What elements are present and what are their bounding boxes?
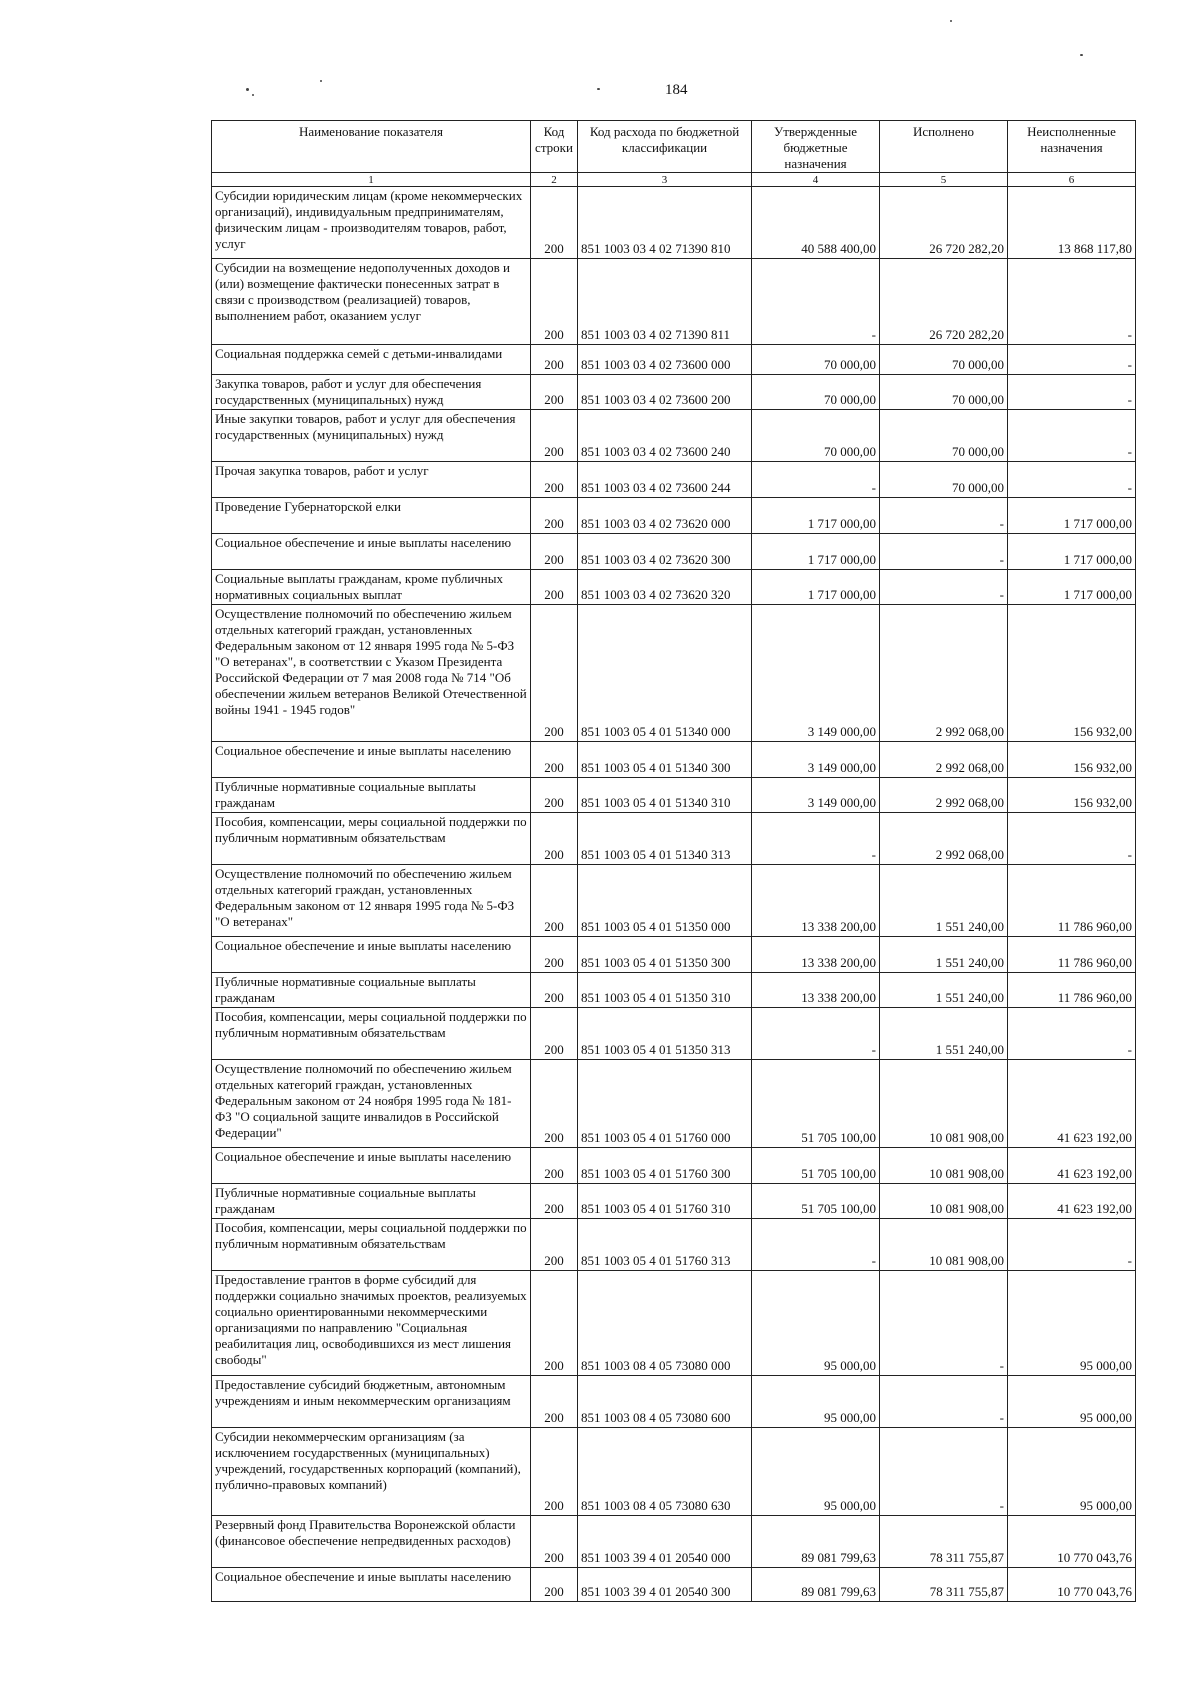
- row-approved: -: [752, 1008, 880, 1060]
- table-row: [212, 1184, 1136, 1219]
- table-row: [212, 345, 1136, 375]
- row-name: Субсидии юридическим лицам (кроме некоммерческих организаций), индивидуальным предпринимателям, физическим лицам - производителям товаров, работ, услуг: [212, 187, 531, 259]
- header-row: [212, 121, 1136, 173]
- row-line-code: 200: [531, 375, 578, 410]
- row-unexecuted: 95 000,00: [1008, 1271, 1136, 1376]
- row-name: Пособия, компенсации, меры социальной поддержки по публичным нормативным обязательствам: [212, 1219, 531, 1271]
- row-approved: -: [752, 462, 880, 498]
- row-approved: 51 705 100,00: [752, 1184, 880, 1219]
- row-approved: 89 081 799,63: [752, 1516, 880, 1568]
- row-line-code: 200: [531, 742, 578, 778]
- row-classification-code: 851 1003 39 4 01 20540 000: [578, 1516, 752, 1568]
- row-unexecuted: 10 770 043,76: [1008, 1516, 1136, 1568]
- row-classification-code: 851 1003 08 4 05 73080 600: [578, 1376, 752, 1428]
- column-number: 1: [212, 173, 531, 187]
- row-name: Закупка товаров, работ и услуг для обеспечения государственных (муниципальных) нужд: [212, 375, 531, 410]
- row-approved: -: [752, 813, 880, 865]
- row-name: Социальное обеспечение и иные выплаты населению: [212, 1568, 531, 1602]
- column-number: 3: [578, 173, 752, 187]
- row-line-code: 200: [531, 813, 578, 865]
- column-number: 5: [880, 173, 1008, 187]
- row-classification-code: 851 1003 03 4 02 73620 320: [578, 570, 752, 605]
- row-name: Осуществление полномочий по обеспечению жильем отдельных категорий граждан, установленных Федеральным законом от 24 ноября 1995 года № 181-ФЗ "О социальной защите инвалидов в Российской Федерации": [212, 1060, 531, 1148]
- row-name: Социальные выплаты гражданам, кроме публичных нормативных социальных выплат: [212, 570, 531, 605]
- row-approved: -: [752, 259, 880, 345]
- scan-speck: [597, 88, 600, 90]
- row-approved: 1 717 000,00: [752, 570, 880, 605]
- table-row: [212, 865, 1136, 937]
- header-line-code: Код строки: [531, 121, 578, 173]
- row-executed: 26 720 282,20: [880, 259, 1008, 345]
- row-classification-code: 851 1003 05 4 01 51760 310: [578, 1184, 752, 1219]
- header-unexecuted: Неисполненные назначения: [1008, 121, 1136, 173]
- row-name: Социальное обеспечение и иные выплаты населению: [212, 1148, 531, 1184]
- row-classification-code: 851 1003 08 4 05 73080 000: [578, 1271, 752, 1376]
- row-unexecuted: 41 623 192,00: [1008, 1184, 1136, 1219]
- row-classification-code: 851 1003 03 4 02 73600 244: [578, 462, 752, 498]
- row-unexecuted: -: [1008, 375, 1136, 410]
- row-unexecuted: 156 932,00: [1008, 742, 1136, 778]
- table-row: [212, 973, 1136, 1008]
- row-unexecuted: 41 623 192,00: [1008, 1060, 1136, 1148]
- row-executed: -: [880, 570, 1008, 605]
- row-approved: 13 338 200,00: [752, 865, 880, 937]
- row-unexecuted: 1 717 000,00: [1008, 498, 1136, 534]
- row-name: Социальное обеспечение и иные выплаты населению: [212, 937, 531, 973]
- row-line-code: 200: [531, 973, 578, 1008]
- table-row: [212, 742, 1136, 778]
- row-executed: 78 311 755,87: [880, 1516, 1008, 1568]
- row-line-code: 200: [531, 410, 578, 462]
- row-unexecuted: -: [1008, 1219, 1136, 1271]
- row-classification-code: 851 1003 03 4 02 71390 811: [578, 259, 752, 345]
- column-number: 4: [752, 173, 880, 187]
- row-classification-code: 851 1003 03 4 02 73600 000: [578, 345, 752, 375]
- row-line-code: 200: [531, 1376, 578, 1428]
- row-unexecuted: 1 717 000,00: [1008, 570, 1136, 605]
- row-approved: 70 000,00: [752, 410, 880, 462]
- row-executed: 70 000,00: [880, 345, 1008, 375]
- table-row: [212, 1219, 1136, 1271]
- row-executed: 70 000,00: [880, 375, 1008, 410]
- row-classification-code: 851 1003 03 4 02 71390 810: [578, 187, 752, 259]
- row-unexecuted: -: [1008, 410, 1136, 462]
- table-row: [212, 375, 1136, 410]
- row-classification-code: 851 1003 03 4 02 73600 200: [578, 375, 752, 410]
- table-row: [212, 1148, 1136, 1184]
- row-approved: -: [752, 1219, 880, 1271]
- row-name: Субсидии некоммерческим организациям (за исключением государственных (муниципальных) учреждений, государственных корпораций (компаний), публично-правовых компаний): [212, 1428, 531, 1516]
- row-name: Резервный фонд Правительства Воронежской области (финансовое обеспечение непредвиденных расходов): [212, 1516, 531, 1568]
- row-classification-code: 851 1003 05 4 01 51340 300: [578, 742, 752, 778]
- row-classification-code: 851 1003 03 4 02 73600 240: [578, 410, 752, 462]
- row-name: Пособия, компенсации, меры социальной поддержки по публичным нормативным обязательствам: [212, 813, 531, 865]
- column-number: 2: [531, 173, 578, 187]
- table-row: [212, 534, 1136, 570]
- row-name: Осуществление полномочий по обеспечению жильем отдельных категорий граждан, установленных Федеральным законом от 12 января 1995 года № 5-ФЗ "О ветеранах": [212, 865, 531, 937]
- row-unexecuted: 11 786 960,00: [1008, 865, 1136, 937]
- row-name: Публичные нормативные социальные выплаты гражданам: [212, 1184, 531, 1219]
- row-classification-code: 851 1003 05 4 01 51350 000: [578, 865, 752, 937]
- row-classification-code: 851 1003 03 4 02 73620 000: [578, 498, 752, 534]
- row-executed: -: [880, 1428, 1008, 1516]
- row-classification-code: 851 1003 05 4 01 51340 313: [578, 813, 752, 865]
- row-approved: 1 717 000,00: [752, 498, 880, 534]
- row-name: Публичные нормативные социальные выплаты гражданам: [212, 778, 531, 813]
- row-approved: 95 000,00: [752, 1428, 880, 1516]
- row-line-code: 200: [531, 259, 578, 345]
- row-line-code: 200: [531, 1148, 578, 1184]
- row-line-code: 200: [531, 498, 578, 534]
- row-classification-code: 851 1003 05 4 01 51340 000: [578, 605, 752, 742]
- table-row: [212, 1568, 1136, 1602]
- row-executed: 2 992 068,00: [880, 605, 1008, 742]
- row-name: Публичные нормативные социальные выплаты гражданам: [212, 973, 531, 1008]
- scan-speck: [252, 94, 254, 96]
- row-executed: -: [880, 498, 1008, 534]
- row-name: Социальная поддержка семей с детьми-инвалидами: [212, 345, 531, 375]
- row-approved: 3 149 000,00: [752, 742, 880, 778]
- row-line-code: 200: [531, 1568, 578, 1602]
- table-row: [212, 1428, 1136, 1516]
- row-executed: 1 551 240,00: [880, 973, 1008, 1008]
- row-approved: 13 338 200,00: [752, 973, 880, 1008]
- row-approved: 13 338 200,00: [752, 937, 880, 973]
- table-row: [212, 605, 1136, 742]
- row-unexecuted: 95 000,00: [1008, 1428, 1136, 1516]
- row-line-code: 200: [531, 778, 578, 813]
- row-executed: -: [880, 1376, 1008, 1428]
- row-unexecuted: 13 868 117,80: [1008, 187, 1136, 259]
- table-row: [212, 410, 1136, 462]
- scan-speck: [1080, 54, 1083, 56]
- row-unexecuted: 11 786 960,00: [1008, 937, 1136, 973]
- row-unexecuted: 11 786 960,00: [1008, 973, 1136, 1008]
- row-name: Социальное обеспечение и иные выплаты населению: [212, 534, 531, 570]
- table-row: [212, 813, 1136, 865]
- row-executed: 2 992 068,00: [880, 813, 1008, 865]
- column-number-row: [212, 173, 1136, 187]
- table-row: [212, 1376, 1136, 1428]
- row-classification-code: 851 1003 05 4 01 51760 313: [578, 1219, 752, 1271]
- row-line-code: 200: [531, 534, 578, 570]
- row-executed: 26 720 282,20: [880, 187, 1008, 259]
- row-classification-code: 851 1003 05 4 01 51350 300: [578, 937, 752, 973]
- table-row: [212, 1516, 1136, 1568]
- row-unexecuted: 41 623 192,00: [1008, 1148, 1136, 1184]
- row-executed: 10 081 908,00: [880, 1219, 1008, 1271]
- row-executed: 2 992 068,00: [880, 778, 1008, 813]
- row-unexecuted: -: [1008, 345, 1136, 375]
- row-line-code: 200: [531, 1516, 578, 1568]
- row-classification-code: 851 1003 05 4 01 51350 313: [578, 1008, 752, 1060]
- row-executed: -: [880, 534, 1008, 570]
- row-line-code: 200: [531, 1008, 578, 1060]
- row-executed: 1 551 240,00: [880, 865, 1008, 937]
- table-row: [212, 462, 1136, 498]
- row-classification-code: 851 1003 03 4 02 73620 300: [578, 534, 752, 570]
- row-approved: 1 717 000,00: [752, 534, 880, 570]
- row-approved: 95 000,00: [752, 1376, 880, 1428]
- table-row: [212, 259, 1136, 345]
- row-line-code: 200: [531, 865, 578, 937]
- table-row: [212, 498, 1136, 534]
- row-line-code: 200: [531, 1060, 578, 1148]
- row-line-code: 200: [531, 187, 578, 259]
- row-name: Субсидии на возмещение недополученных доходов и (или) возмещение фактически понесенных затрат в связи с производством (реализацией) товаров, выполнением работ, оказанием услуг: [212, 259, 531, 345]
- row-classification-code: 851 1003 05 4 01 51340 310: [578, 778, 752, 813]
- table-row: [212, 1008, 1136, 1060]
- row-line-code: 200: [531, 462, 578, 498]
- row-approved: 70 000,00: [752, 345, 880, 375]
- row-approved: 70 000,00: [752, 375, 880, 410]
- row-executed: 2 992 068,00: [880, 742, 1008, 778]
- row-unexecuted: 95 000,00: [1008, 1376, 1136, 1428]
- row-unexecuted: 156 932,00: [1008, 605, 1136, 742]
- row-approved: 95 000,00: [752, 1271, 880, 1376]
- row-approved: 89 081 799,63: [752, 1568, 880, 1602]
- header-executed: Исполнено: [880, 121, 1008, 173]
- header-classification-code: Код расхода по бюджетной классификации: [578, 121, 752, 173]
- row-line-code: 200: [531, 937, 578, 973]
- scan-speck: [950, 20, 952, 22]
- row-classification-code: 851 1003 05 4 01 51350 310: [578, 973, 752, 1008]
- row-name: Предоставление грантов в форме субсидий для поддержки социально значимых проектов, реализуемых социально ориентированными некоммерческими организациями по направлению "Социальная реабилитация лиц, освободившихся из мест лишения свободы": [212, 1271, 531, 1376]
- row-name: Иные закупки товаров, работ и услуг для обеспечения государственных (муниципальных) нужд: [212, 410, 531, 462]
- row-line-code: 200: [531, 605, 578, 742]
- row-approved: 40 588 400,00: [752, 187, 880, 259]
- budget-execution-table: [211, 120, 1136, 1602]
- table-row: [212, 570, 1136, 605]
- row-unexecuted: -: [1008, 259, 1136, 345]
- table-row: [212, 778, 1136, 813]
- row-unexecuted: -: [1008, 462, 1136, 498]
- row-approved: 51 705 100,00: [752, 1060, 880, 1148]
- header-approved: Утвержденные бюджетные назначения: [752, 121, 880, 173]
- row-name: Предоставление субсидий бюджетным, автономным учреждениям и иным некоммерческим организациям: [212, 1376, 531, 1428]
- page-number: 184: [665, 82, 688, 98]
- row-unexecuted: -: [1008, 1008, 1136, 1060]
- header-indicator-name: Наименование показателя: [212, 121, 531, 173]
- scan-speck: [246, 88, 249, 91]
- column-number: 6: [1008, 173, 1136, 187]
- row-name: Проведение Губернаторской елки: [212, 498, 531, 534]
- row-approved: 3 149 000,00: [752, 778, 880, 813]
- row-name: Пособия, компенсации, меры социальной поддержки по публичным нормативным обязательствам: [212, 1008, 531, 1060]
- row-line-code: 200: [531, 1428, 578, 1516]
- row-executed: 70 000,00: [880, 462, 1008, 498]
- row-unexecuted: 1 717 000,00: [1008, 534, 1136, 570]
- row-executed: 1 551 240,00: [880, 937, 1008, 973]
- row-executed: 78 311 755,87: [880, 1568, 1008, 1602]
- row-classification-code: 851 1003 05 4 01 51760 300: [578, 1148, 752, 1184]
- row-unexecuted: 10 770 043,76: [1008, 1568, 1136, 1602]
- table-row: [212, 1271, 1136, 1376]
- table-row: [212, 1060, 1136, 1148]
- row-line-code: 200: [531, 1184, 578, 1219]
- table-row: [212, 187, 1136, 259]
- row-executed: -: [880, 1271, 1008, 1376]
- row-name: Осуществление полномочий по обеспечению жильем отдельных категорий граждан, установленных Федеральным законом от 12 января 1995 года № 5-ФЗ "О ветеранах", в соответствии с Указом Президента Российской Федерации от 7 мая 2008 года № 714 "Об обеспечении жильем ветеранов Великой Отечественной войны 1941 - 1945 годов": [212, 605, 531, 742]
- row-approved: 51 705 100,00: [752, 1148, 880, 1184]
- row-line-code: 200: [531, 345, 578, 375]
- scan-speck: [320, 80, 322, 82]
- row-line-code: 200: [531, 570, 578, 605]
- row-executed: 70 000,00: [880, 410, 1008, 462]
- row-unexecuted: -: [1008, 813, 1136, 865]
- row-unexecuted: 156 932,00: [1008, 778, 1136, 813]
- row-executed: 1 551 240,00: [880, 1008, 1008, 1060]
- row-classification-code: 851 1003 39 4 01 20540 300: [578, 1568, 752, 1602]
- row-line-code: 200: [531, 1271, 578, 1376]
- row-executed: 10 081 908,00: [880, 1148, 1008, 1184]
- table-row: [212, 937, 1136, 973]
- row-executed: 10 081 908,00: [880, 1060, 1008, 1148]
- row-classification-code: 851 1003 05 4 01 51760 000: [578, 1060, 752, 1148]
- row-name: Социальное обеспечение и иные выплаты населению: [212, 742, 531, 778]
- row-approved: 3 149 000,00: [752, 605, 880, 742]
- row-classification-code: 851 1003 08 4 05 73080 630: [578, 1428, 752, 1516]
- row-name: Прочая закупка товаров, работ и услуг: [212, 462, 531, 498]
- row-executed: 10 081 908,00: [880, 1184, 1008, 1219]
- row-line-code: 200: [531, 1219, 578, 1271]
